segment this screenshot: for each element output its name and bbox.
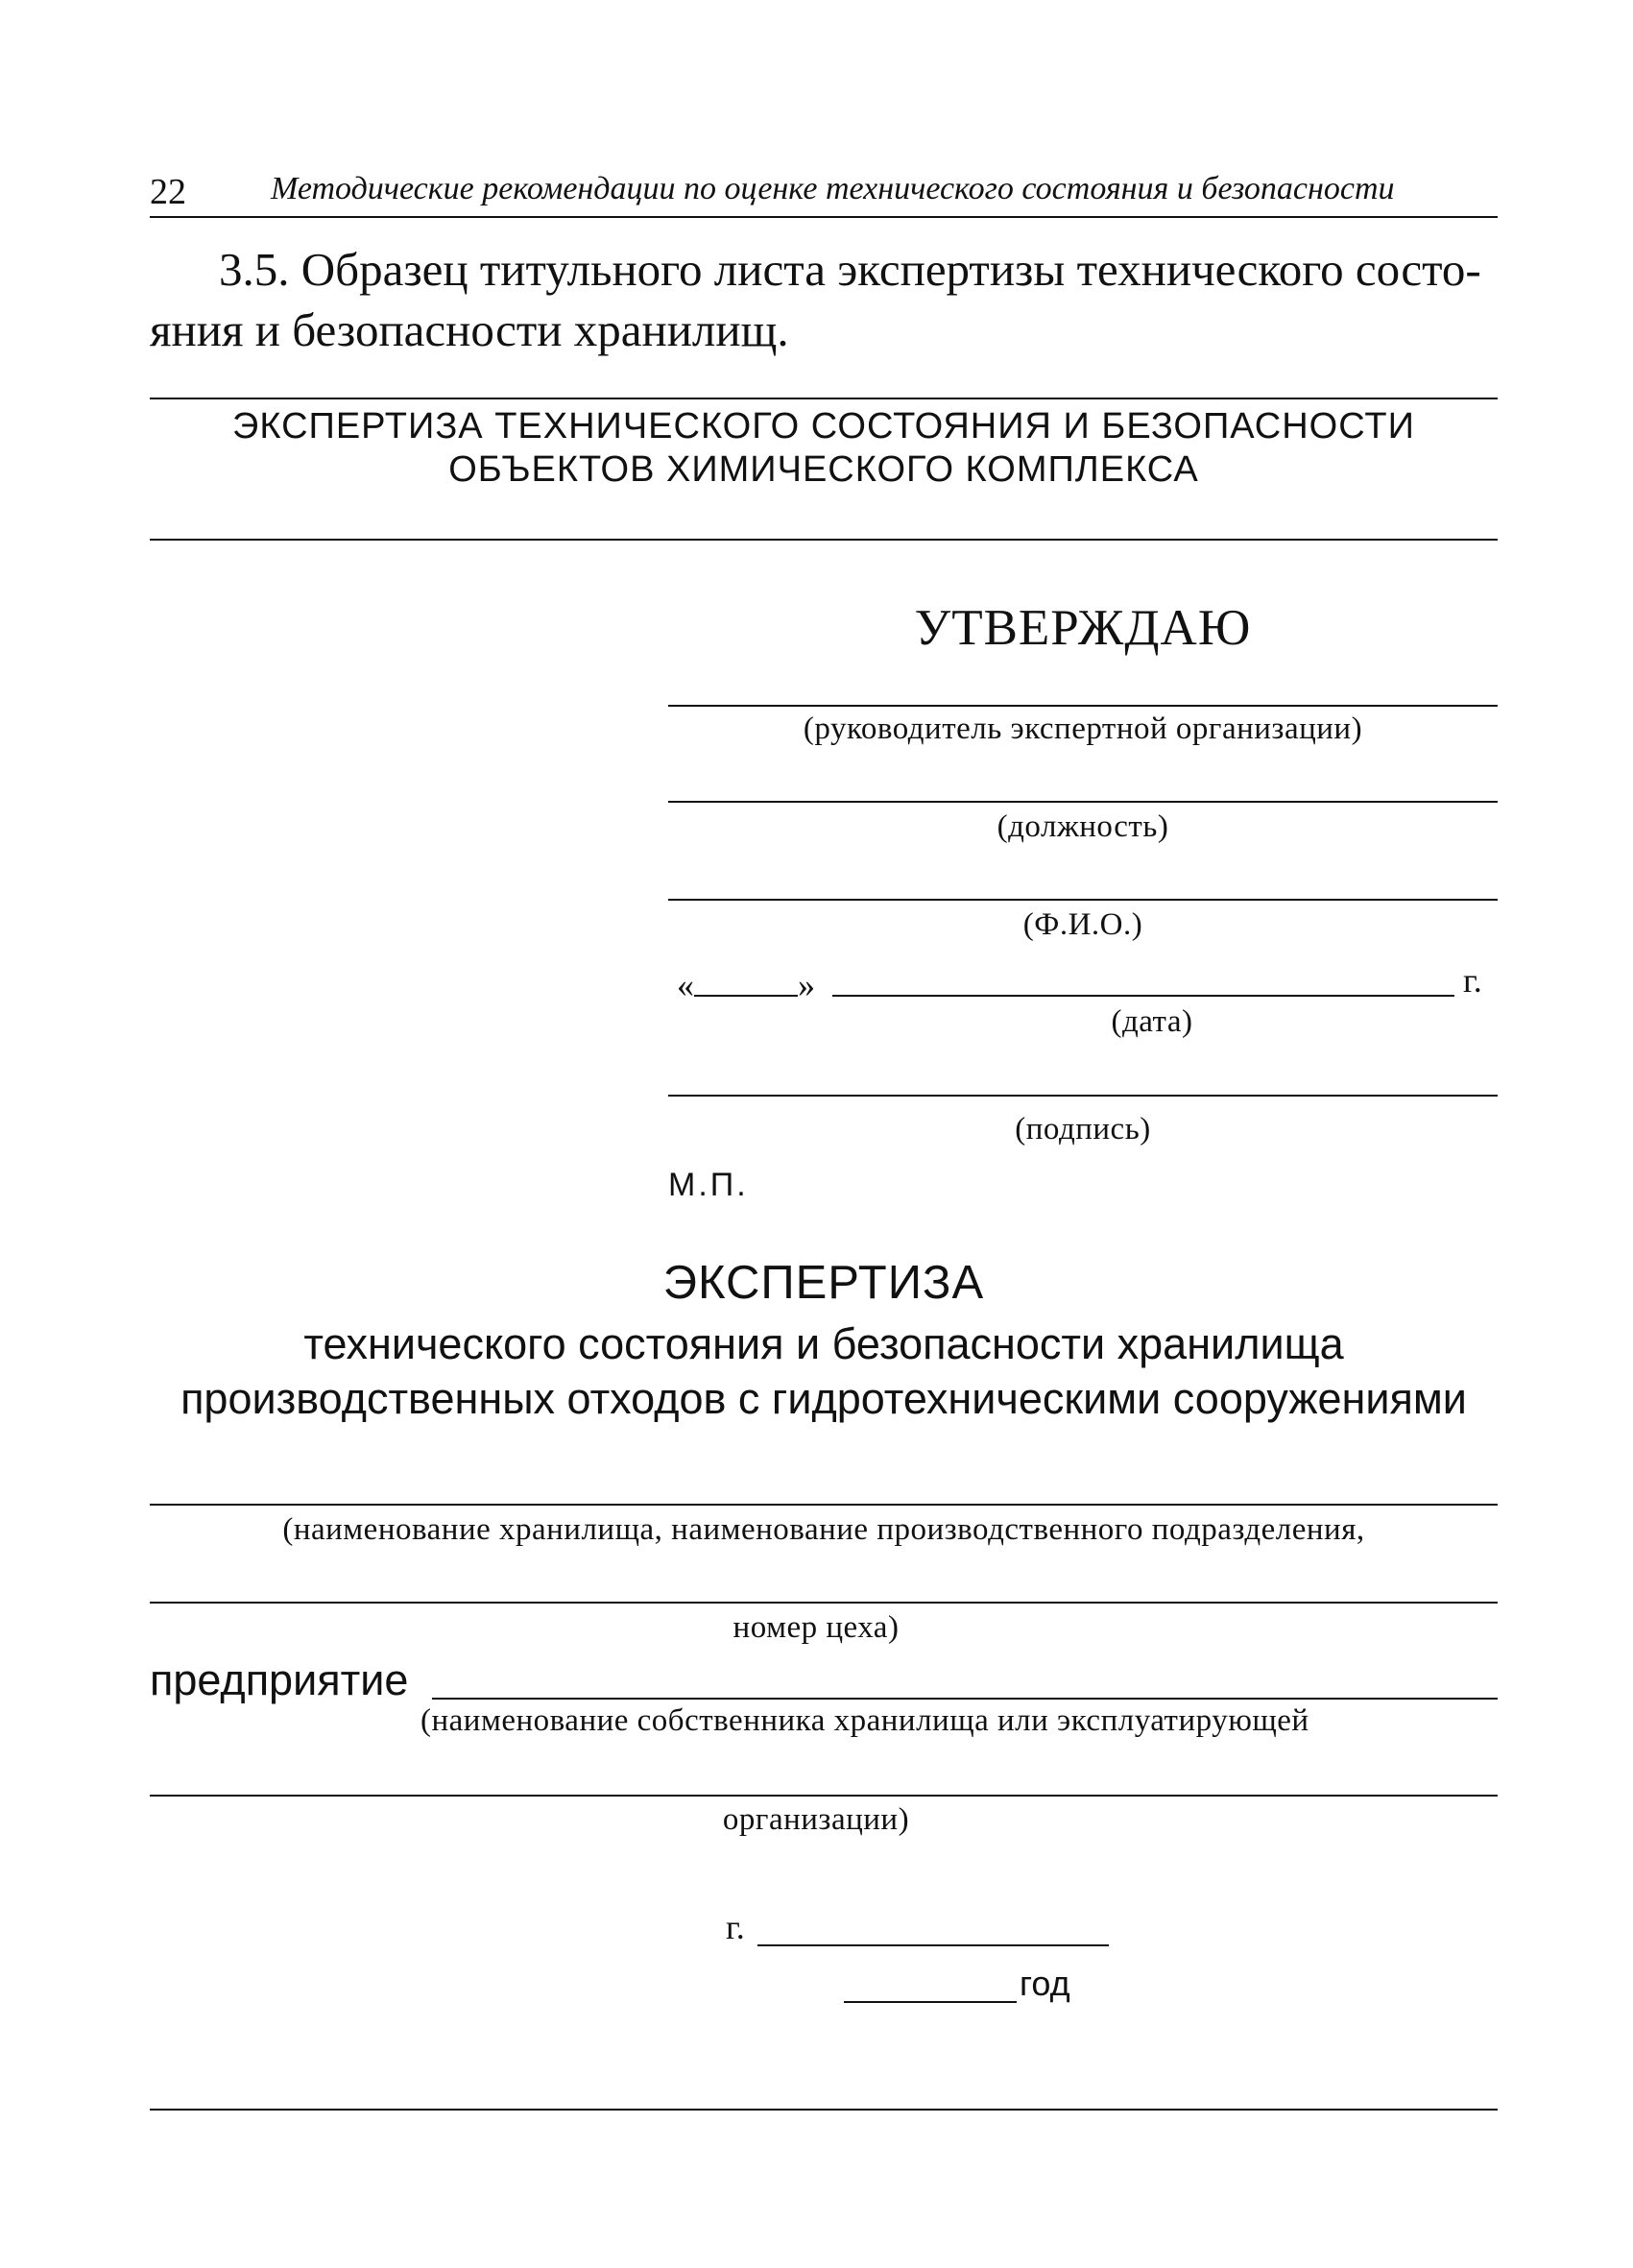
page-number: 22: [150, 172, 186, 212]
year-line: [844, 2001, 1017, 2003]
banner-top-rule: [150, 398, 1498, 399]
enterprise-line-2: [150, 1795, 1498, 1797]
year-label: год: [1020, 1964, 1070, 2003]
banner-line-2: ОБЪЕКТОВ ХИМИЧЕСКОГО КОМПЛЕКСА: [448, 449, 1199, 490]
city-label: г.: [726, 1908, 745, 1946]
title-sub-2: производственных отходов с гидротехническими сооружениями: [180, 1374, 1467, 1423]
head-caption: (руководитель экспертной организации): [803, 712, 1363, 746]
facility-caption-2: номер цеха): [732, 1610, 900, 1645]
position-caption: (должность): [997, 809, 1169, 844]
position-line: [668, 801, 1498, 803]
name-caption: (Ф.И.О.): [1022, 907, 1143, 942]
intro-line-2: яния и безопасности хранилищ.: [150, 303, 789, 356]
stamp-label: М.П.: [668, 1167, 749, 1203]
facility-line-1: [150, 1504, 1498, 1506]
quote-open: «: [677, 966, 694, 1004]
intro-line-1: 3.5. Образец титульного листа экспертизы технического состо-: [219, 243, 1481, 296]
day-blank: [694, 960, 798, 997]
header-rule: [150, 216, 1498, 218]
bottom-rule: [150, 2109, 1498, 2111]
enterprise-caption-1: (наименование собственника хранилища или эксплуатирующей: [420, 1703, 1309, 1738]
title-main: ЭКСПЕРТИЗА: [662, 1257, 985, 1309]
approval-heading: УТВЕРЖДАЮ: [914, 600, 1252, 656]
year-suffix: г.: [1463, 961, 1482, 1000]
banner-bottom-rule: [150, 539, 1498, 541]
facility-line-2: [150, 1602, 1498, 1604]
signature-caption: (подпись): [1015, 1112, 1151, 1146]
date-line: [832, 995, 1454, 997]
city-line: [757, 1944, 1109, 1946]
title-sub-1: технического состояния и безопасности хранилища: [303, 1319, 1344, 1368]
running-title: Методические рекомендации по оценке технического состояния и безопасности: [271, 171, 1395, 206]
signature-line: [668, 1095, 1498, 1097]
head-line: [668, 705, 1498, 707]
enterprise-caption-2: организации): [722, 1802, 910, 1837]
banner-line-1: ЭКСПЕРТИЗА ТЕХНИЧЕСКОГО СОСТОЯНИЯ И БЕЗОПАСНОСТИ: [232, 406, 1415, 446]
enterprise-line: [432, 1698, 1498, 1700]
facility-caption-1: (наименование хранилища, наименование производственного подразделения,: [282, 1512, 1365, 1547]
name-line: [668, 899, 1498, 901]
quote-close: »: [798, 966, 815, 1004]
date-caption: (дата): [1111, 1004, 1193, 1039]
enterprise-label: предприятие: [150, 1655, 409, 1704]
date-row: [677, 960, 815, 1005]
